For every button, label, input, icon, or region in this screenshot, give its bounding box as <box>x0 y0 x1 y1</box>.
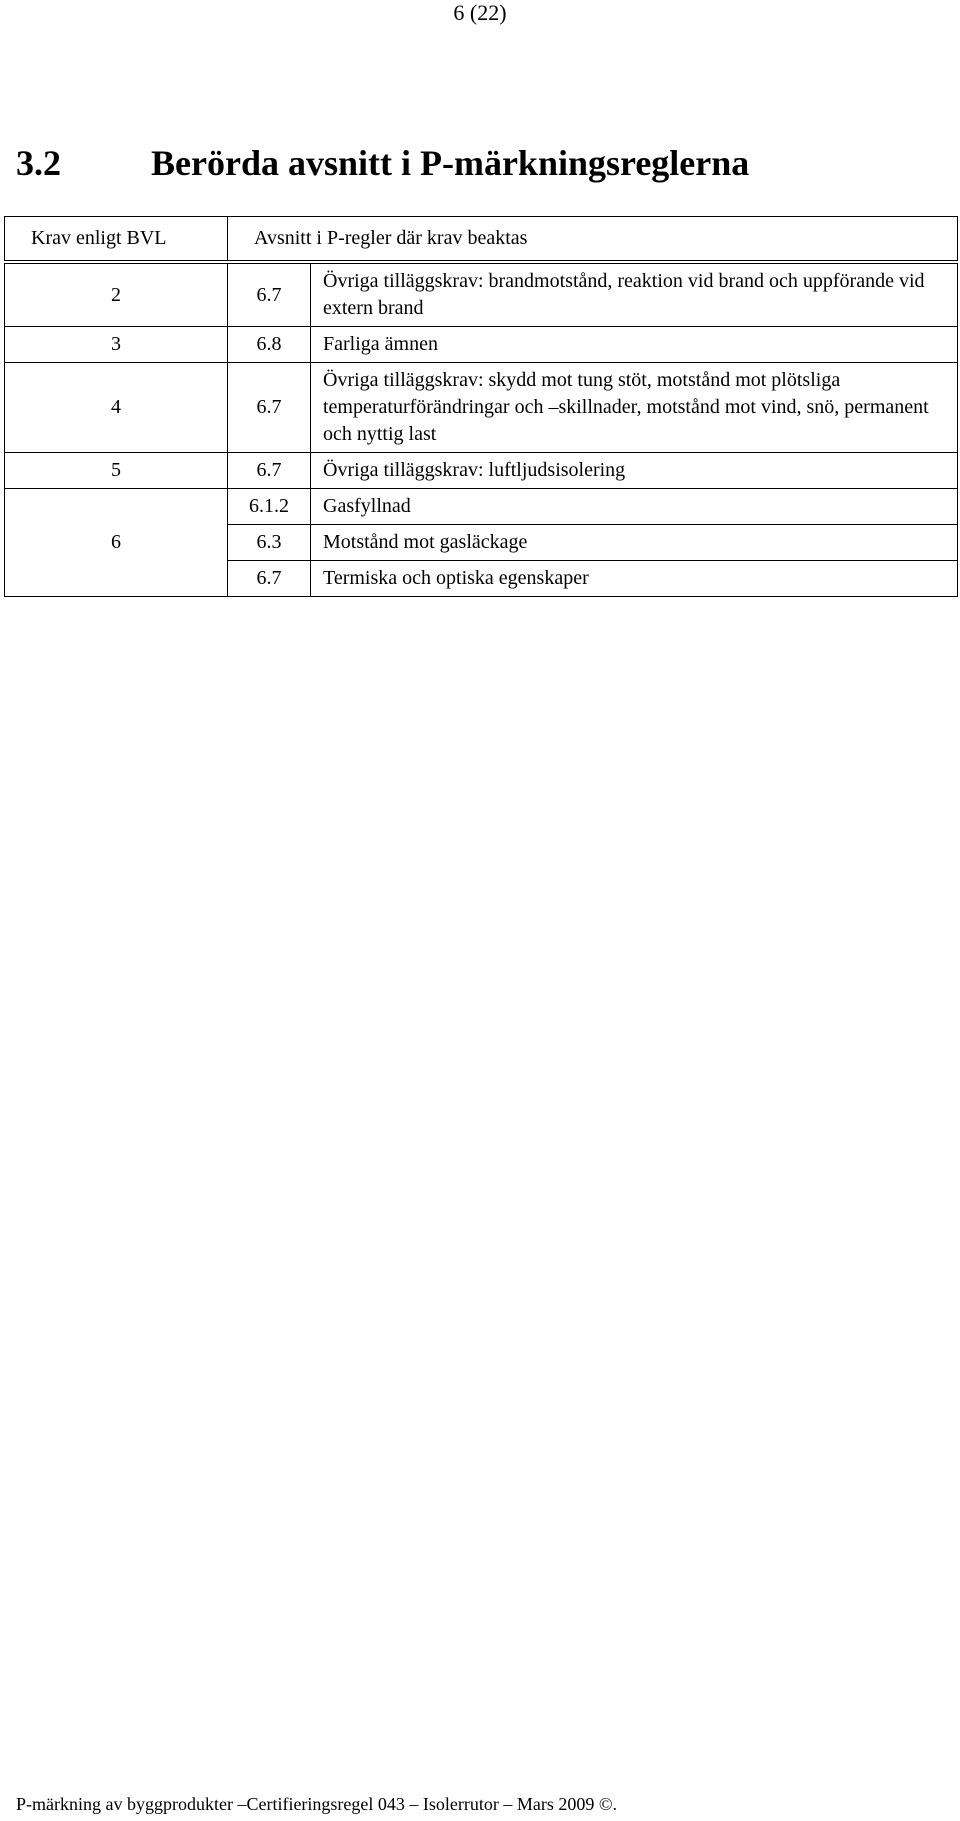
bvl-cell: 5 <box>5 453 228 489</box>
header-bvl: Krav enligt BVL <box>5 217 228 263</box>
table-row <box>5 363 958 453</box>
table-header-row <box>5 217 958 263</box>
section-cell: 6.7 <box>228 453 311 489</box>
section-cell: 6.1.2 <box>228 489 311 525</box>
description-cell: Övriga tilläggskrav: brandmotstånd, reaktion vid brand och uppförande vid extern brand <box>311 262 958 327</box>
table-row <box>5 262 958 327</box>
description-cell: Farliga ämnen <box>311 327 958 363</box>
section-cell: 6.7 <box>228 363 311 453</box>
section-cell: 6.7 <box>228 262 311 327</box>
description-cell: Övriga tilläggskrav: skydd mot tung stöt, motstånd mot plötsliga temperaturförändringar och –skillnader, motstånd mot vind, snö, permanent och nyttig last <box>311 363 958 453</box>
description-cell: Övriga tilläggskrav: luftljudsisolering <box>311 453 958 489</box>
table-row <box>5 453 958 489</box>
page-number: 6 (22) <box>453 0 507 25</box>
bvl-cell: 2 <box>5 262 228 327</box>
requirements-table <box>4 216 958 597</box>
table-row <box>5 489 958 525</box>
header-section: Avsnitt i P-regler där krav beaktas <box>228 217 958 263</box>
bvl-cell: 4 <box>5 363 228 453</box>
page-footer: P-märkning av byggprodukter –Certifieringsregel 043 – Isolerrutor – Mars 2009 ©. <box>16 1794 618 1814</box>
section-number: 3.2 <box>16 143 61 183</box>
bvl-cell: 3 <box>5 327 228 363</box>
section-cell: 6.8 <box>228 327 311 363</box>
section-cell: 6.3 <box>228 525 311 561</box>
description-cell: Termiska och optiska egenskaper <box>311 561 958 597</box>
table-row <box>5 327 958 363</box>
section-cell: 6.7 <box>228 561 311 597</box>
description-cell: Motstånd mot gasläckage <box>311 525 958 561</box>
section-title: Berörda avsnitt i P-märkningsreglerna <box>151 143 750 183</box>
section-heading <box>16 140 749 186</box>
bvl-cell: 6 <box>5 489 228 597</box>
description-cell: Gasfyllnad <box>311 489 958 525</box>
